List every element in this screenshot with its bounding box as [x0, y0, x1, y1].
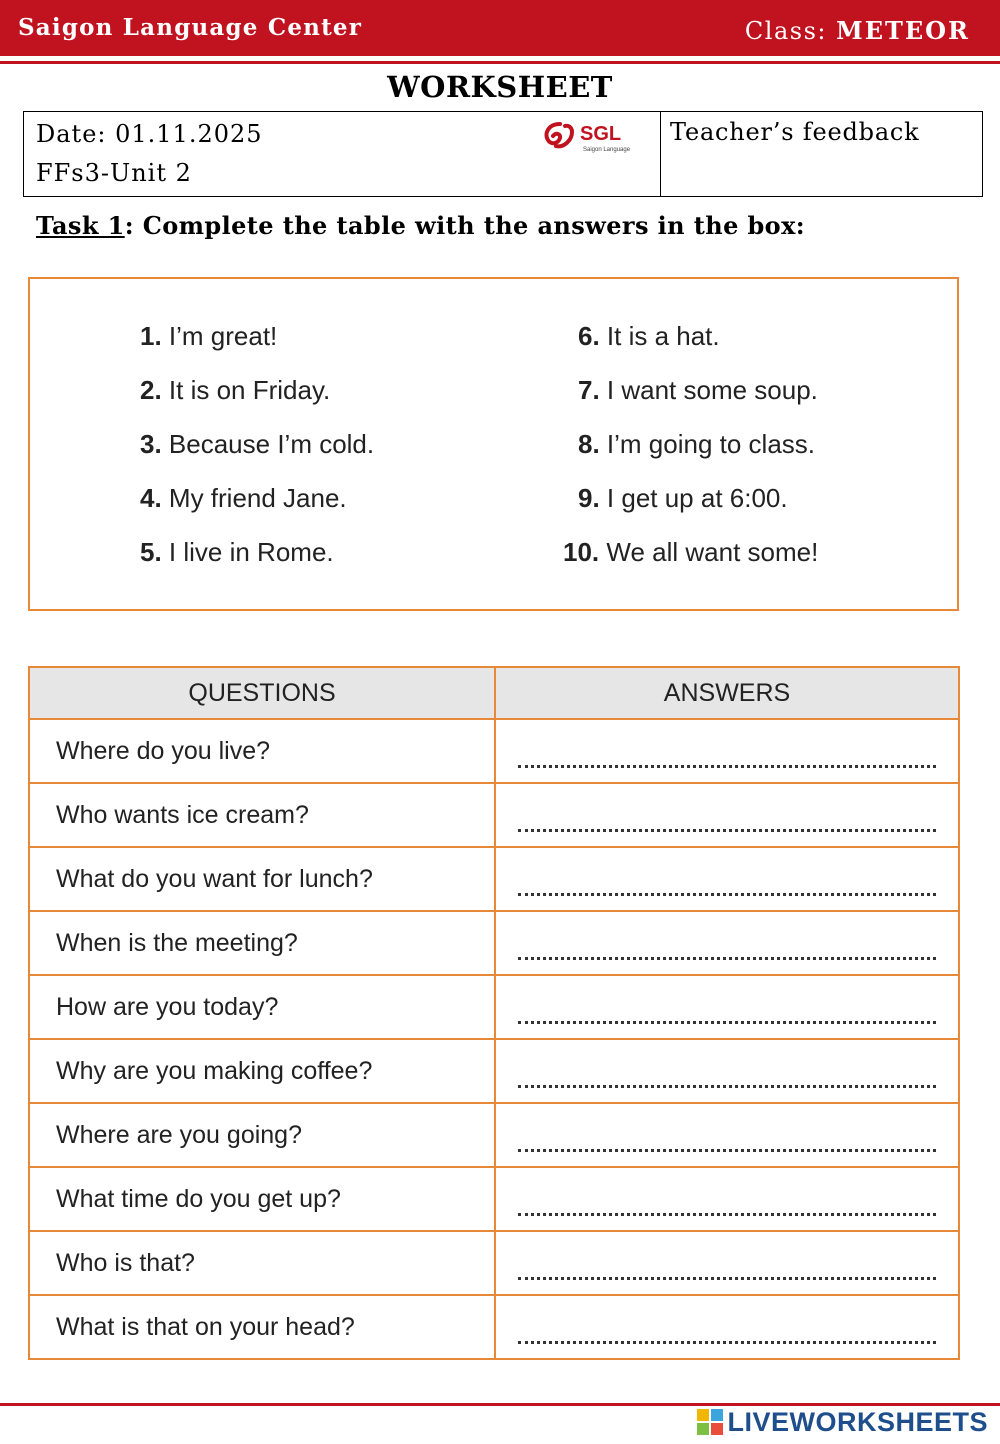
answer-option: 7. I want some soup.	[578, 375, 818, 405]
class-label: Class:	[744, 17, 827, 45]
question-cell: Where are you going?	[29, 1103, 495, 1167]
class-name: METEOR	[836, 16, 970, 45]
question-cell: What time do you get up?	[29, 1167, 495, 1231]
dotted-line	[518, 765, 936, 768]
answer-option: 10. We all want some!	[563, 537, 819, 567]
header-bar	[0, 0, 1000, 56]
dotted-line	[518, 1213, 936, 1216]
table-row	[29, 1103, 959, 1167]
dotted-line	[518, 1021, 936, 1024]
info-cell	[24, 112, 661, 196]
answer-options-box	[28, 277, 959, 611]
answer-option: 8. I’m going to class.	[578, 429, 815, 459]
answer-option: 1. I’m great!	[140, 321, 278, 351]
task-number: Task 1	[36, 211, 125, 240]
answer-blank[interactable]	[495, 911, 959, 975]
answer-blank[interactable]	[495, 783, 959, 847]
dotted-line	[518, 829, 936, 832]
table-row	[29, 1295, 959, 1359]
dotted-line	[518, 957, 936, 960]
table-row	[29, 1231, 959, 1295]
table-row	[29, 911, 959, 975]
question-cell: What is that on your head?	[29, 1295, 495, 1359]
task-instruction: : Complete the table with the answers in the box:	[124, 211, 806, 240]
answer-blank[interactable]	[495, 1231, 959, 1295]
question-cell: Who wants ice cream?	[29, 783, 495, 847]
answer-option: 6. It is a hat.	[578, 321, 720, 351]
center-name: Saigon Language Center	[18, 14, 363, 41]
table-row	[29, 719, 959, 783]
task-heading	[36, 211, 805, 240]
question-cell: Who is that?	[29, 1231, 495, 1295]
answer-blank[interactable]	[495, 975, 959, 1039]
table-row	[29, 1039, 959, 1103]
answer-blank[interactable]	[495, 1167, 959, 1231]
answer-option: 2. It is on Friday.	[140, 375, 331, 405]
date-text: Date: 01.11.2025	[36, 120, 263, 148]
table-row	[29, 783, 959, 847]
header-divider	[0, 61, 1000, 64]
answer-option: 4. My friend Jane.	[140, 483, 347, 513]
qa-table	[28, 666, 960, 1360]
dotted-line	[518, 893, 936, 896]
teacher-feedback-label: Teacher’s feedback	[670, 118, 920, 146]
answer-option: 9. I get up at 6:00.	[578, 483, 788, 513]
unit-text: FFs3-Unit 2	[36, 159, 192, 187]
answer-blank[interactable]	[495, 719, 959, 783]
dotted-line	[518, 1085, 936, 1088]
class-info	[745, 16, 970, 45]
question-cell: Where do you live?	[29, 719, 495, 783]
svg-text:Saigon Language: Saigon Language	[583, 147, 631, 153]
question-cell: When is the meeting?	[29, 911, 495, 975]
svg-text:SGL: SGL	[580, 123, 622, 145]
answer-option: 3. Because I’m cold.	[140, 429, 375, 459]
table-row	[29, 847, 959, 911]
question-cell: What do you want for lunch?	[29, 847, 495, 911]
dotted-line	[518, 1341, 936, 1344]
table-row	[29, 975, 959, 1039]
liveworksheets-brand: LIVEWORKSHEETS	[727, 1406, 988, 1437]
info-table	[23, 111, 983, 197]
question-cell: How are you today?	[29, 975, 495, 1039]
worksheet-title: WORKSHEET	[387, 70, 613, 104]
question-cell: Why are you making coffee?	[29, 1039, 495, 1103]
sgl-logo-icon	[542, 118, 652, 154]
table-row	[29, 1167, 959, 1231]
questions-header: QUESTIONS	[29, 667, 495, 719]
answers-header: ANSWERS	[495, 667, 959, 719]
dotted-line	[518, 1149, 936, 1152]
table-header-row	[29, 667, 959, 719]
answer-blank[interactable]	[495, 847, 959, 911]
dotted-line	[518, 1277, 936, 1280]
answer-option: 5. I live in Rome.	[140, 537, 334, 567]
answer-blank[interactable]	[495, 1295, 959, 1359]
answer-blank[interactable]	[495, 1103, 959, 1167]
liveworksheets-icon	[697, 1409, 723, 1435]
answer-blank[interactable]	[495, 1039, 959, 1103]
liveworksheets-logo	[697, 1404, 988, 1440]
